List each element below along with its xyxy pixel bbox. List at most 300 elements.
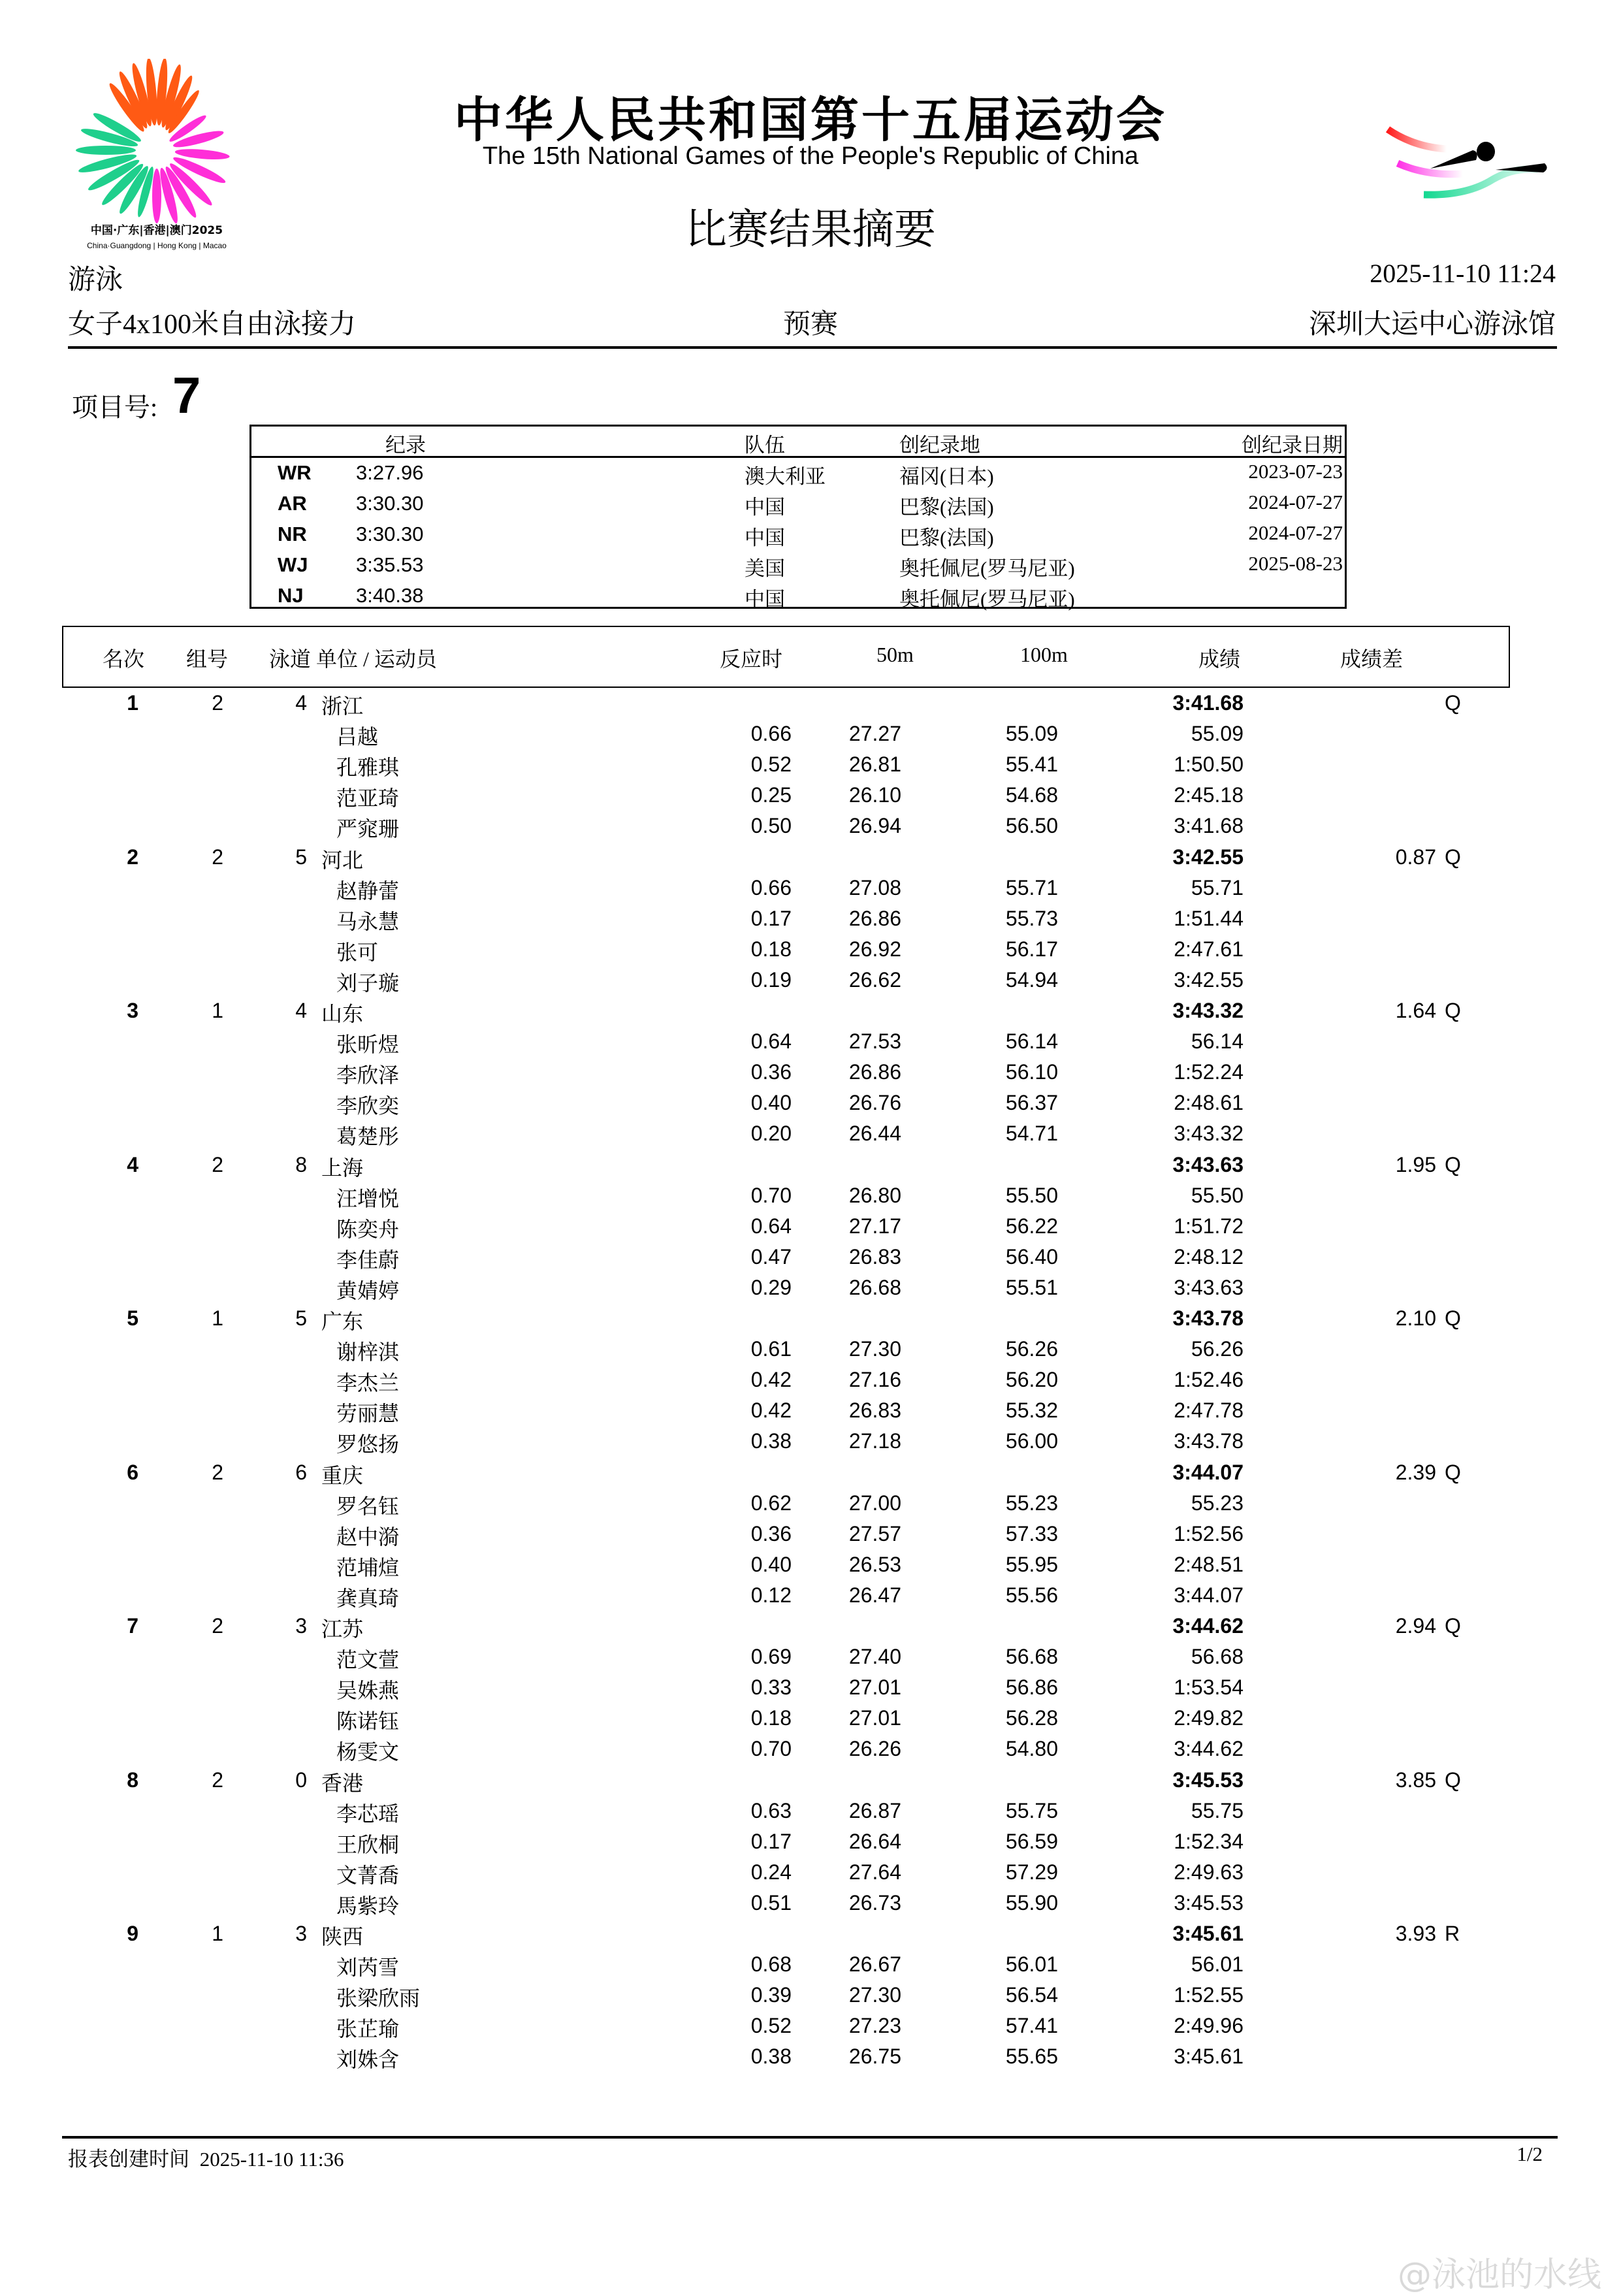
split-100m: 55.41 (1005, 752, 1058, 777)
reaction-time: 0.70 (750, 1183, 792, 1207)
cumulative-time: 55.09 (1191, 722, 1244, 746)
split-50m: 27.30 (848, 1983, 901, 2007)
cumulative-time: 3:45.53 (1174, 1890, 1244, 1915)
split-100m: 55.73 (1005, 906, 1058, 930)
swimmer-row (0, 2011, 1621, 2041)
team-rank: 5 (127, 1306, 138, 1330)
swimmer-name: 杨雯文 (336, 1740, 400, 1764)
split-50m: 27.27 (848, 722, 901, 746)
swimmer-row (0, 1703, 1621, 1734)
swimmer-name: 谢梓淇 (336, 1340, 400, 1365)
cumulative-time: 1:53.54 (1174, 1675, 1244, 1700)
split-100m: 56.26 (1005, 1337, 1058, 1361)
col-diff: 成绩差 (1340, 647, 1404, 671)
team-unit: 河北 (321, 848, 364, 872)
header-divider (68, 346, 1557, 349)
team-unit: 香港 (321, 1771, 364, 1795)
team-time: 3:41.68 (1172, 691, 1244, 715)
team-lane: 5 (295, 1306, 307, 1330)
team-unit: 浙江 (321, 694, 364, 718)
team-heat: 2 (212, 1768, 223, 1792)
record-date: 2025-08-23 (1248, 552, 1343, 575)
swimmer-name: 严窕珊 (336, 817, 400, 841)
reaction-time: 0.66 (750, 875, 792, 899)
cumulative-time: 1:50.50 (1174, 752, 1244, 777)
split-100m: 54.68 (1005, 783, 1058, 807)
swimmer-row (0, 2041, 1621, 2072)
split-50m: 26.10 (848, 783, 901, 807)
event-datetime: 2025-11-10 11:24 (1370, 259, 1556, 288)
reaction-time: 0.29 (750, 1275, 792, 1299)
split-100m: 56.54 (1005, 1983, 1058, 2007)
split-100m: 54.94 (1005, 967, 1058, 992)
split-50m: 27.23 (848, 2014, 901, 2038)
team-heat: 1 (212, 1306, 223, 1330)
swimmer-name: 李杰兰 (336, 1371, 400, 1395)
swimmer-name: 范埔煊 (336, 1555, 400, 1579)
split-100m: 56.22 (1005, 1214, 1058, 1238)
record-team: 中国 (745, 588, 785, 611)
report-created-label: 报表创建时间 (68, 2148, 189, 2171)
qualification-mark: Q (1445, 691, 1461, 715)
split-100m: 55.71 (1005, 875, 1058, 899)
swimmer-name: 范亚琦 (336, 786, 400, 811)
split-100m: 56.68 (1005, 1645, 1058, 1669)
footer-divider (62, 2136, 1558, 2139)
swimmer-row (0, 1426, 1621, 1457)
team-row (0, 1457, 1621, 1488)
qualification-mark: R (1445, 1922, 1460, 1945)
swimmer-name: 王欣桐 (336, 1832, 400, 1856)
reaction-time: 0.25 (750, 783, 792, 807)
split-50m: 27.40 (848, 1645, 901, 1669)
reaction-time: 0.42 (750, 1368, 792, 1392)
qualification-mark: Q (1445, 999, 1461, 1022)
split-50m: 26.53 (848, 1552, 901, 1576)
swimmer-name: 葛楚彤 (336, 1125, 400, 1149)
reaction-time: 0.50 (750, 814, 792, 838)
swimmer-row (0, 1888, 1621, 1918)
team-diff: 3.93 (1395, 1922, 1436, 1945)
swimmer-row (0, 1734, 1621, 1764)
split-50m: 27.64 (848, 1860, 901, 1884)
swimmer-row (0, 934, 1621, 965)
swimmer-row (0, 1180, 1621, 1211)
col-100m: 100m (1020, 643, 1068, 666)
record-row (251, 549, 1345, 580)
reaction-time: 0.17 (750, 1829, 792, 1853)
swimmer-row (0, 1365, 1621, 1395)
reaction-time: 0.40 (750, 1091, 792, 1115)
record-type: NJ (278, 584, 304, 607)
cumulative-time: 56.68 (1191, 1645, 1244, 1669)
logo-caption-en: China·Guangdong | Hong Kong | Macao (87, 241, 227, 250)
cumulative-time: 2:49.63 (1174, 1860, 1244, 1884)
report-created-time: 2025-11-10 11:36 (199, 2148, 344, 2171)
reaction-time: 0.18 (750, 1706, 792, 1730)
split-100m: 56.50 (1005, 814, 1058, 838)
venue-name: 深圳大运中心游泳馆 (1308, 310, 1556, 340)
swimmer-name: 李佳蔚 (336, 1248, 400, 1272)
record-row (251, 580, 1345, 611)
team-lane: 5 (295, 845, 307, 869)
split-50m: 26.83 (848, 1399, 901, 1423)
split-100m: 57.41 (1005, 2014, 1058, 2038)
qualification-mark: Q (1445, 1460, 1461, 1484)
swimmer-row (0, 1242, 1621, 1272)
games-title-en: The 15th National Games of the People's Republic of China (482, 142, 1139, 170)
reaction-time: 0.61 (750, 1337, 792, 1361)
reaction-time: 0.68 (750, 1952, 792, 1977)
cumulative-time: 56.01 (1191, 1952, 1244, 1977)
team-rank: 6 (127, 1460, 138, 1484)
split-50m: 27.16 (848, 1368, 901, 1392)
reaction-time: 0.36 (750, 1521, 792, 1545)
swimmer-name: 馬紫玲 (336, 1894, 400, 1918)
cumulative-time: 3:45.61 (1174, 2045, 1244, 2069)
reaction-time: 0.18 (750, 937, 792, 961)
team-heat: 2 (212, 1614, 223, 1638)
team-lane: 6 (295, 1460, 307, 1484)
split-50m: 27.01 (848, 1675, 901, 1700)
team-row (0, 842, 1621, 873)
swimmer-row (0, 1641, 1621, 1672)
split-50m: 27.53 (848, 1029, 901, 1054)
swimmer-name: 汪增悦 (336, 1186, 400, 1210)
split-50m: 26.75 (848, 2045, 901, 2069)
split-100m: 54.71 (1005, 1122, 1058, 1146)
split-100m: 56.20 (1005, 1368, 1058, 1392)
team-heat: 2 (212, 691, 223, 715)
swimmer-name: 黄婧婷 (336, 1278, 400, 1302)
swimmer-row (0, 1580, 1621, 1611)
team-rank: 4 (127, 1152, 138, 1176)
team-row (0, 1611, 1621, 1641)
swimmer-name: 张昕煜 (336, 1033, 400, 1057)
team-row (0, 995, 1621, 1026)
swimmer-name: 李欣奕 (336, 1094, 400, 1118)
team-time: 3:43.32 (1172, 999, 1244, 1022)
cumulative-time: 1:52.55 (1174, 1983, 1244, 2007)
swimmer-row (0, 1211, 1621, 1242)
swimmer-name: 李欣泽 (336, 1063, 400, 1088)
swimmer-row (0, 1488, 1621, 1519)
split-100m: 56.28 (1005, 1706, 1058, 1730)
team-lane: 0 (295, 1768, 307, 1792)
split-100m: 56.14 (1005, 1029, 1058, 1054)
split-50m: 26.80 (848, 1183, 901, 1207)
swimmer-name: 张可 (336, 940, 379, 964)
team-unit: 重庆 (321, 1463, 364, 1487)
record-place: 奥托佩尼(罗马尼亚) (899, 557, 1075, 580)
team-lane: 4 (295, 691, 307, 715)
records-table (249, 425, 1347, 609)
swimmer-name: 孔雅琪 (336, 756, 400, 780)
swimmer-row (0, 811, 1621, 841)
record-row (251, 457, 1345, 488)
swimmer-row (0, 1796, 1621, 1826)
record-date: 2024-07-27 (1248, 521, 1343, 544)
split-50m: 26.44 (848, 1122, 901, 1146)
swimmer-name: 陈诺钰 (336, 1709, 400, 1734)
cumulative-time: 3:44.07 (1174, 1583, 1244, 1607)
reaction-time: 0.63 (750, 1798, 792, 1822)
record-row (251, 488, 1345, 519)
record-time: 3:35.53 (356, 553, 424, 576)
swimmer-row (0, 1519, 1621, 1549)
reaction-time: 0.19 (750, 967, 792, 992)
team-rank: 9 (127, 1922, 138, 1945)
split-100m: 57.29 (1005, 1860, 1058, 1884)
col-time: 成绩 (1198, 647, 1241, 671)
qualification-mark: Q (1445, 1152, 1461, 1176)
swimmer-name: 范文萱 (336, 1648, 400, 1672)
sport-name: 游泳 (68, 265, 123, 295)
record-team: 中国 (745, 526, 785, 549)
split-50m: 26.47 (848, 1583, 901, 1607)
split-50m: 26.62 (848, 967, 901, 992)
team-diff: 2.94 (1395, 1614, 1436, 1638)
record-place: 巴黎(法国) (899, 496, 994, 519)
team-unit: 广东 (321, 1310, 364, 1333)
team-time: 3:43.78 (1172, 1306, 1244, 1330)
split-100m: 55.65 (1005, 2045, 1058, 2069)
record-time: 3:40.38 (356, 584, 424, 607)
record-type: NR (278, 523, 307, 545)
swimmer-name: 李芯瑶 (336, 1802, 400, 1826)
split-100m: 55.90 (1005, 1890, 1058, 1915)
swimmer-name: 陈奕舟 (336, 1217, 400, 1241)
report-title: 比赛结果摘要 (685, 206, 936, 254)
split-50m: 27.17 (848, 1214, 901, 1238)
cumulative-time: 1:51.72 (1174, 1214, 1244, 1238)
record-team: 中国 (745, 496, 785, 519)
team-diff: 2.10 (1395, 1306, 1436, 1330)
reaction-time: 0.33 (750, 1675, 792, 1700)
split-50m: 27.30 (848, 1337, 901, 1361)
games-title-cn: 中华人民共和国第十五届运动会 (454, 92, 1167, 148)
split-50m: 26.26 (848, 1737, 901, 1761)
record-date: 2024-07-27 (1248, 491, 1343, 513)
split-100m: 55.09 (1005, 722, 1058, 746)
swimmer-name: 刘芮雪 (336, 1956, 400, 1980)
split-100m: 56.40 (1005, 1244, 1058, 1269)
swimmer-name: 罗名钰 (336, 1494, 400, 1518)
swimmer-name: 吕越 (336, 725, 379, 749)
col-rank: 名次 (103, 647, 145, 671)
cumulative-time: 55.71 (1191, 875, 1244, 899)
reaction-time: 0.12 (750, 1583, 792, 1607)
cumulative-time: 2:49.96 (1174, 2014, 1244, 2038)
team-row (0, 1303, 1621, 1334)
swimmer-name: 张芷瑜 (336, 2017, 400, 2041)
swimmer-row (0, 1118, 1621, 1149)
reaction-time: 0.62 (750, 1491, 792, 1515)
split-50m: 26.73 (848, 1890, 901, 1915)
split-50m: 26.68 (848, 1275, 901, 1299)
split-100m: 54.80 (1005, 1737, 1058, 1761)
reaction-time: 0.51 (750, 1890, 792, 1915)
swimmer-row (0, 780, 1621, 811)
reaction-time: 0.38 (750, 1429, 792, 1453)
swimmer-row (0, 1857, 1621, 1888)
team-diff: 1.64 (1395, 999, 1436, 1022)
col-50m: 50m (876, 643, 914, 666)
team-row (0, 688, 1621, 719)
cumulative-time: 3:44.62 (1174, 1737, 1244, 1761)
reaction-time: 0.47 (750, 1244, 792, 1269)
split-100m: 55.56 (1005, 1583, 1058, 1607)
cumulative-time: 1:52.56 (1174, 1521, 1244, 1545)
cumulative-time: 1:51.44 (1174, 906, 1244, 930)
team-lane: 4 (295, 999, 307, 1022)
reaction-time: 0.64 (750, 1214, 792, 1238)
split-50m: 27.57 (848, 1521, 901, 1545)
team-time: 3:45.61 (1172, 1922, 1244, 1945)
split-50m: 26.87 (848, 1798, 901, 1822)
swimmer-name: 文菁喬 (336, 1863, 400, 1887)
split-100m: 56.86 (1005, 1675, 1058, 1700)
reaction-time: 0.20 (750, 1122, 792, 1146)
cumulative-time: 2:48.61 (1174, 1091, 1244, 1115)
team-heat: 1 (212, 1922, 223, 1945)
split-100m: 56.59 (1005, 1829, 1058, 1853)
logo-caption-cn: 中国·广东|香港|澳门2025 (90, 224, 223, 237)
qualification-mark: Q (1445, 1306, 1461, 1330)
team-row (0, 1765, 1621, 1796)
team-lane: 3 (295, 1922, 307, 1945)
team-rank: 3 (127, 999, 138, 1022)
swimmer-row (0, 1334, 1621, 1365)
event-number: 7 (172, 366, 201, 424)
swimmer-row (0, 1826, 1621, 1857)
team-unit: 山东 (321, 1002, 364, 1026)
cumulative-time: 2:48.12 (1174, 1244, 1244, 1269)
split-50m: 26.94 (848, 814, 901, 838)
team-time: 3:43.63 (1172, 1152, 1244, 1176)
split-100m: 57.33 (1005, 1521, 1058, 1545)
split-100m: 55.32 (1005, 1399, 1058, 1423)
qualification-mark: Q (1445, 1768, 1461, 1792)
swimmer-name: 吴姝燕 (336, 1679, 400, 1703)
record-place: 奥托佩尼(罗马尼亚) (899, 588, 1075, 611)
team-lane: 8 (295, 1152, 307, 1176)
swimmer-name: 刘姝含 (336, 2048, 400, 2072)
cumulative-time: 55.23 (1191, 1491, 1244, 1515)
swimmer-row (0, 1026, 1621, 1057)
cumulative-time: 55.50 (1191, 1183, 1244, 1207)
cumulative-time: 2:45.18 (1174, 783, 1244, 807)
swimmer-name: 罗悠扬 (336, 1432, 400, 1457)
split-100m: 56.00 (1005, 1429, 1058, 1453)
split-100m: 56.17 (1005, 937, 1058, 961)
cumulative-time: 3:43.78 (1174, 1429, 1244, 1453)
split-50m: 26.86 (848, 906, 901, 930)
report-created (68, 2142, 344, 2172)
cumulative-time: 1:52.46 (1174, 1368, 1244, 1392)
reaction-time: 0.66 (750, 722, 792, 746)
results-header (62, 626, 1510, 688)
reaction-time: 0.38 (750, 2045, 792, 2069)
cumulative-time: 2:47.78 (1174, 1399, 1244, 1423)
team-diff: 3.85 (1395, 1768, 1436, 1792)
record-date: 2023-07-23 (1248, 460, 1343, 483)
record-type: WJ (278, 553, 308, 576)
record-type: AR (278, 492, 307, 515)
split-100m: 55.75 (1005, 1798, 1058, 1822)
split-50m: 27.08 (848, 875, 901, 899)
split-50m: 27.00 (848, 1491, 901, 1515)
cumulative-time: 1:52.24 (1174, 1060, 1244, 1084)
event-name: 女子4x100米自由泳接力 (68, 310, 357, 340)
cumulative-time: 3:41.68 (1174, 814, 1244, 838)
reaction-time: 0.70 (750, 1737, 792, 1761)
event-phase: 预赛 (782, 310, 838, 340)
record-place: 巴黎(法国) (899, 526, 994, 549)
records-header-date: 创纪录日期 (1242, 434, 1343, 457)
split-100m: 56.01 (1005, 1952, 1058, 1977)
split-100m: 55.95 (1005, 1552, 1058, 1576)
split-50m: 26.81 (848, 752, 901, 777)
swimmer-row (0, 1088, 1621, 1118)
split-50m: 26.92 (848, 937, 901, 961)
cumulative-time: 3:42.55 (1174, 967, 1244, 992)
swimmer-row (0, 965, 1621, 995)
team-row (0, 1150, 1621, 1180)
records-header (251, 427, 1345, 458)
col-lane-unit: 泳道 单位 / 运动员 (269, 647, 437, 671)
swimmer-row (0, 1395, 1621, 1426)
cumulative-time: 56.14 (1191, 1029, 1244, 1054)
team-row (0, 1918, 1621, 1949)
reaction-time: 0.40 (750, 1552, 792, 1576)
split-100m: 56.10 (1005, 1060, 1058, 1084)
swimmer-name: 龚真琦 (336, 1586, 400, 1610)
swimmer-row (0, 1980, 1621, 2011)
col-heat: 组号 (186, 647, 229, 671)
swimmer-name: 张梁欣雨 (336, 1986, 421, 2011)
team-diff: 2.39 (1395, 1460, 1436, 1484)
reaction-time: 0.52 (750, 752, 792, 777)
cumulative-time: 56.26 (1191, 1337, 1244, 1361)
records-header-team: 队伍 (745, 434, 785, 457)
swimmer-row (0, 1272, 1621, 1303)
team-diff: 0.87 (1395, 845, 1436, 869)
qualification-mark: Q (1445, 1614, 1461, 1638)
cumulative-time: 2:47.61 (1174, 937, 1244, 961)
split-50m: 26.76 (848, 1091, 901, 1115)
swimmer-name: 赵中漪 (336, 1525, 400, 1549)
record-type: WR (278, 461, 312, 484)
swimmer-name: 劳丽慧 (336, 1402, 400, 1426)
split-100m: 55.23 (1005, 1491, 1058, 1515)
reaction-time: 0.24 (750, 1860, 792, 1884)
event-number-label: 项目号: (72, 393, 158, 422)
cumulative-time: 3:43.63 (1174, 1275, 1244, 1299)
reaction-time: 0.52 (750, 2014, 792, 2038)
team-heat: 2 (212, 1460, 223, 1484)
team-heat: 2 (212, 845, 223, 869)
qualification-mark: Q (1445, 845, 1461, 869)
split-100m: 56.37 (1005, 1091, 1058, 1115)
split-50m: 26.67 (848, 1952, 901, 1977)
weibo-watermark: @泳池的水线 (1397, 2256, 1601, 2295)
team-time: 3:44.07 (1172, 1460, 1244, 1484)
team-rank: 1 (127, 691, 138, 715)
swimmer-row (0, 1949, 1621, 1980)
record-team: 美国 (745, 557, 785, 580)
swimmer-row (0, 1057, 1621, 1088)
